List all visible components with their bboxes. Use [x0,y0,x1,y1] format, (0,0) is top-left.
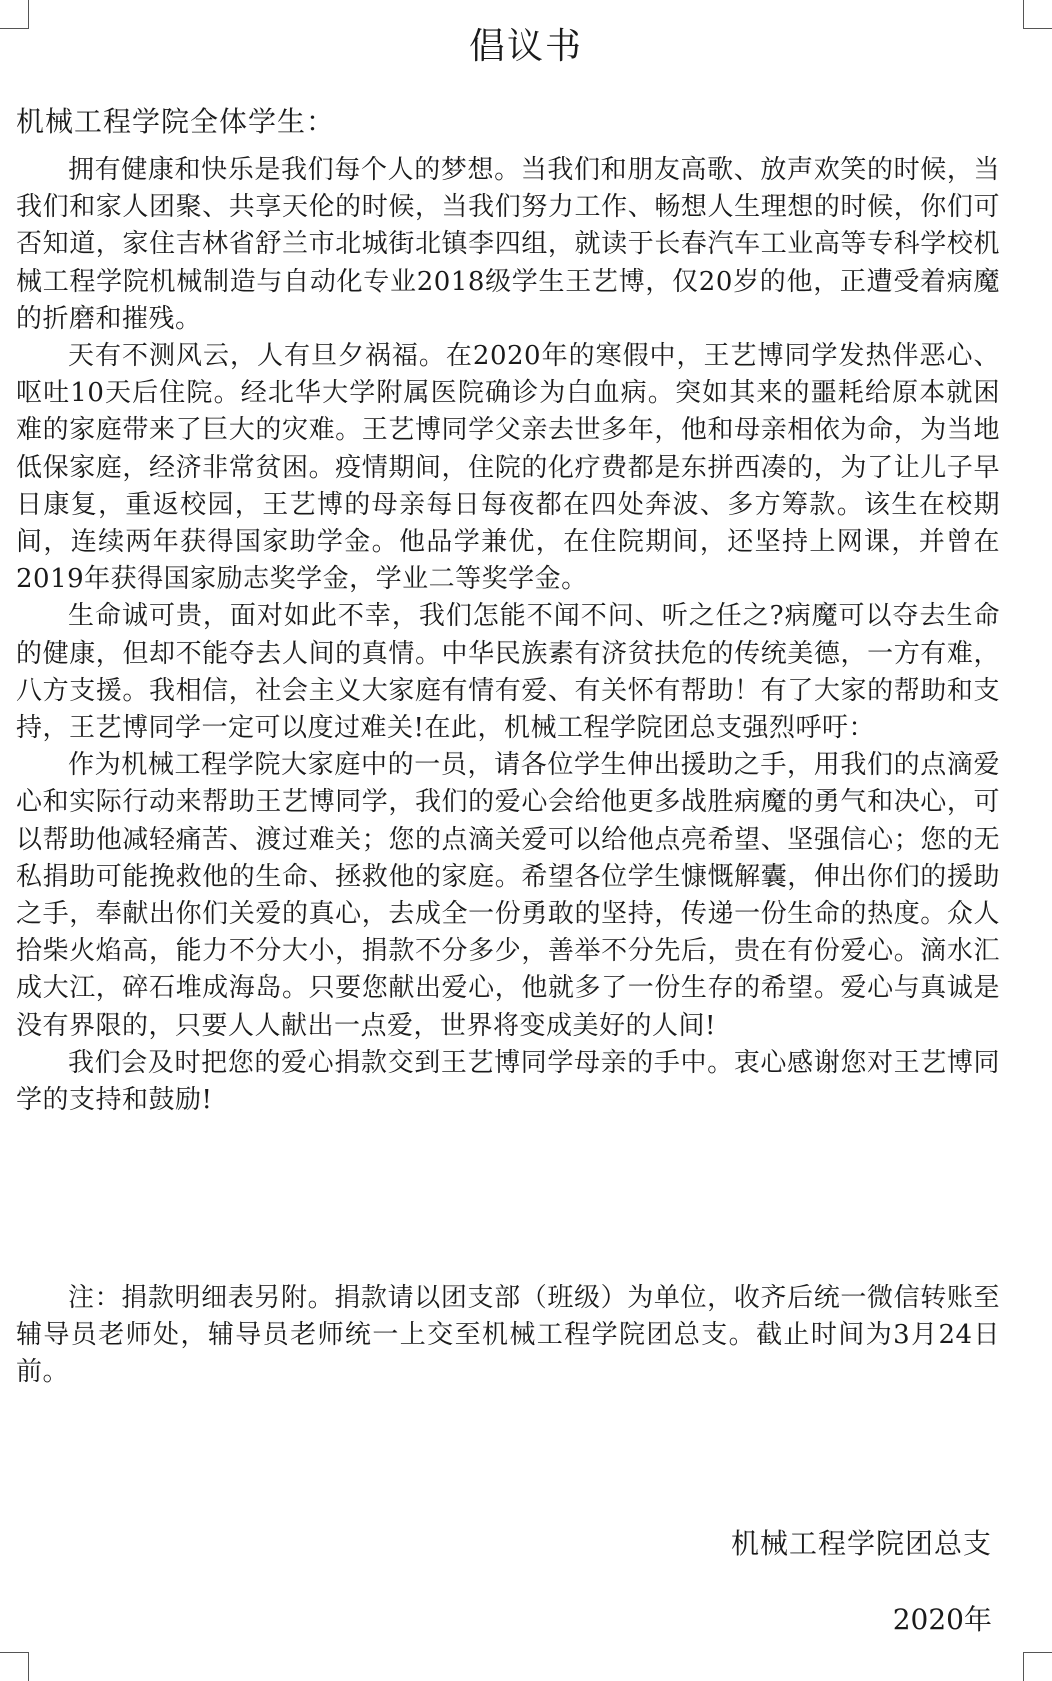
paragraph: 作为机械工程学院大家庭中的一员，请各位学生伸出援助之手，用我们的点滴爱心和实际行动来帮助王艺博同学，我们的爱心会给他更多战胜病魔的勇气和决心，可以帮助他减轻痛苦、渡过难关；您的点滴关爱可以给他点亮希望、坚强信心；您的无私捐助可能挽救他的生命、拯救他的家庭。希望各位学生慷慨解囊，伸出你们的援助之手，奉献出你们关爱的真心，去成全一份勇敢的坚持，传递一份生命的热度。众人拾柴火焰高，能力不分大小，捐款不分多少，善举不分先后，贵在有份爱心。滴水汇成大江，碎石堆成海岛。只要您献出爱心，他就多了一份生存的希望。爱心与真诚是没有界限的，只要人人献出一点爱，世界将变成美好的人间! [16,750,1000,1041]
date: 2020年 [892,1603,992,1636]
crop-mark-bottom-right [1023,1652,1052,1681]
paragraph: 天有不测风云，人有旦夕祸福。在2020年的寒假中，王艺博同学发热伴恶心、呕吐10天后住院。经北华大学附属医院确诊为白血病。突如其来的噩耗给原本就困难的家庭带来了巨大的灾难。王艺博同学父亲去世多年，他和母亲相依为命，为当地低保家庭，经济非常贫困。疫情期间，住院的化疗费都是东拼西凑的，为了让儿子早日康复，重返校园，王艺博的母亲每日每夜都在四处奔波、多方筹款。该生在校期间，连续两年获得国家助学金。他品学兼优，在住院期间，还坚持上网课，并曾在2019年获得国家励志奖学金，学业二等奖学金。 [16,341,1000,595]
donation-note: 注：捐款明细表另附。捐款请以团支部（班级）为单位，收齐后统一微信转账至辅导员老师处，辅导员老师统一上交至机械工程学院团总支。截止时间为3月24日前。 [16,1283,1000,1388]
paragraph: 拥有健康和快乐是我们每个人的梦想。当我们和朋友高歌、放声欢笑的时候，当我们和家人团聚、共享天伦的时候，当我们努力工作、畅想人生理想的时候，你们可否知道，家住吉林省舒兰市北城街北镇李四组，就读于长春汽车工业高等专科学校机械工程学院机械制造与自动化专业2018级学生王艺博，仅20岁的他，正遭受着病魔的折磨和摧残。 [16,155,1000,334]
crop-mark-bottom-left [0,1652,29,1681]
paragraph: 生命诚可贵，面对如此不幸，我们怎能不闻不问、听之任之?病魔可以夺去生命的健康，但却不能夺去人间的真情。中华民族素有济贫扶危的传统美德，一方有难，八方支援。我相信，社会主义大家庭有情有爱、有关怀有帮助！有了大家的帮助和支持，王艺博同学一定可以度过难关!在此，机械工程学院团总支强烈呼吁： [16,601,1000,744]
letter-body [16,152,1000,1119]
paragraph: 我们会及时把您的爱心捐款交到王艺博同学母亲的手中。衷心感谢您对王艺博同学的支持和鼓励! [16,1047,1000,1116]
document-title: 倡议书 [468,26,583,67]
signature: 机械工程学院团总支 [730,1527,992,1560]
salutation: 机械工程学院全体学生： [16,105,336,138]
